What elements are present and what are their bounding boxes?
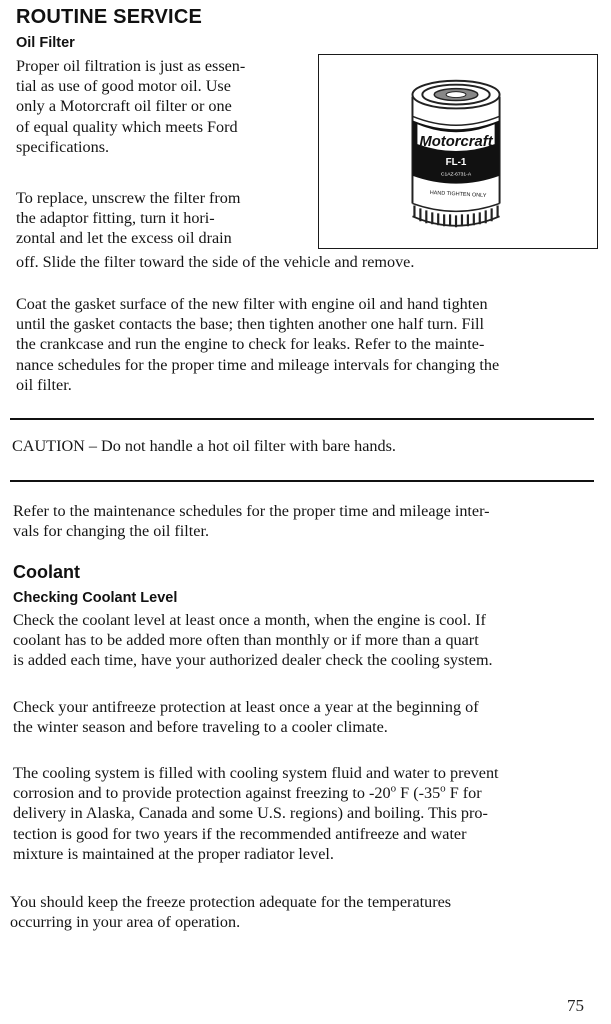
text-line: Proper oil filtration is just as essen- [16, 57, 246, 75]
replace-instructions [16, 188, 241, 249]
text-line: specifications. [16, 137, 110, 156]
caution-bottom-rule [10, 480, 594, 482]
coolant-check-text [13, 610, 493, 671]
text-line: only a Motorcraft oil filter or one [16, 97, 232, 116]
text-fragment: F (-35 [396, 784, 441, 803]
text-line: tial as use of good motor oil. Use [16, 77, 231, 96]
part-number-label: C1AZ-6731-A [440, 172, 472, 178]
checking-coolant-subheading: Checking Coolant Level [13, 590, 178, 606]
text-line: Refer to the maintenance schedules for the proper time and mileage inter- [13, 502, 490, 520]
oil-filter-heading: Oil Filter [16, 35, 75, 51]
text-line: the winter season and before traveling to a cooler climate. [13, 718, 388, 737]
text-line: until the gasket contacts the base; then tighten another one half turn. Fill [16, 315, 484, 334]
refer-schedules-text [13, 501, 490, 541]
oil-filter-intro [16, 56, 245, 157]
text-line: Coat the gasket surface of the new filter with engine oil and hand tighten [16, 295, 488, 313]
brand-label: Motorcraft [419, 134, 493, 151]
degree-mark: o [390, 782, 397, 795]
page-number: 75 [567, 996, 584, 1015]
text-line: Check the coolant level at least once a month, when the engine is cool. If [13, 611, 486, 629]
text-line: occurring in your area of operation. [10, 913, 241, 932]
caution-notice: CAUTION – Do not handle a hot oil filter with bare hands. [12, 437, 396, 455]
text-line: coolant has to be added more often than monthly or if more than a quart [13, 631, 479, 650]
text-line: the adaptor fitting, turn it hori- [16, 209, 215, 228]
text-line: of equal quality which meets Ford [16, 117, 238, 136]
text-fragment: F for [445, 784, 482, 803]
text-line: tection is good for two years if the recommended antifreeze and water [13, 824, 467, 843]
coolant-heading: Coolant [13, 562, 80, 582]
text-line: mixture is maintained at the proper radiator level. [13, 844, 334, 863]
text-fragment: corrosion and to provide protection against freezing to -20 [13, 784, 391, 803]
antifreeze-text [13, 697, 479, 737]
text-line: To replace, unscrew the filter from [16, 189, 241, 207]
text-line: nance schedules for the proper time and mileage intervals for changing the [16, 355, 500, 374]
text-line: Check your antifreeze protection at least once a year at the beginning of [13, 698, 479, 716]
text-line: The cooling system is filled with cooling system fluid and water to prevent [13, 764, 499, 782]
oil-filter-illustration [318, 54, 598, 249]
gasket-instructions [16, 294, 499, 395]
text-line: delivery in Alaska, Canada and some U.S. regions) and boiling. This pro- [13, 804, 488, 823]
degree-mark: o [440, 782, 446, 795]
instruction-label: HAND TIGHTEN ONLY [429, 190, 487, 200]
oil-filter-can-image [319, 55, 597, 248]
text-line: the crankcase and run the engine to check for leaks. Refer to the mainte- [16, 335, 485, 354]
freeze-protection-text [10, 892, 451, 932]
text-line [13, 783, 499, 803]
text-line: oil filter. [16, 375, 72, 394]
model-label: FL-1 [445, 156, 467, 168]
section-title: ROUTINE SERVICE [16, 6, 202, 28]
text-line: You should keep the freeze protection adequate for the temperatures [10, 893, 452, 911]
text-line: zontal and let the excess oil drain [16, 229, 232, 248]
caution-top-rule [10, 418, 594, 420]
replace-instructions-cont: off. Slide the filter toward the side of the vehicle and remove. [16, 253, 415, 271]
cooling-system-text [13, 763, 499, 864]
text-line: is added each time, have your authorized dealer check the cooling system. [13, 651, 493, 670]
text-line: vals for changing the oil filter. [13, 522, 209, 541]
